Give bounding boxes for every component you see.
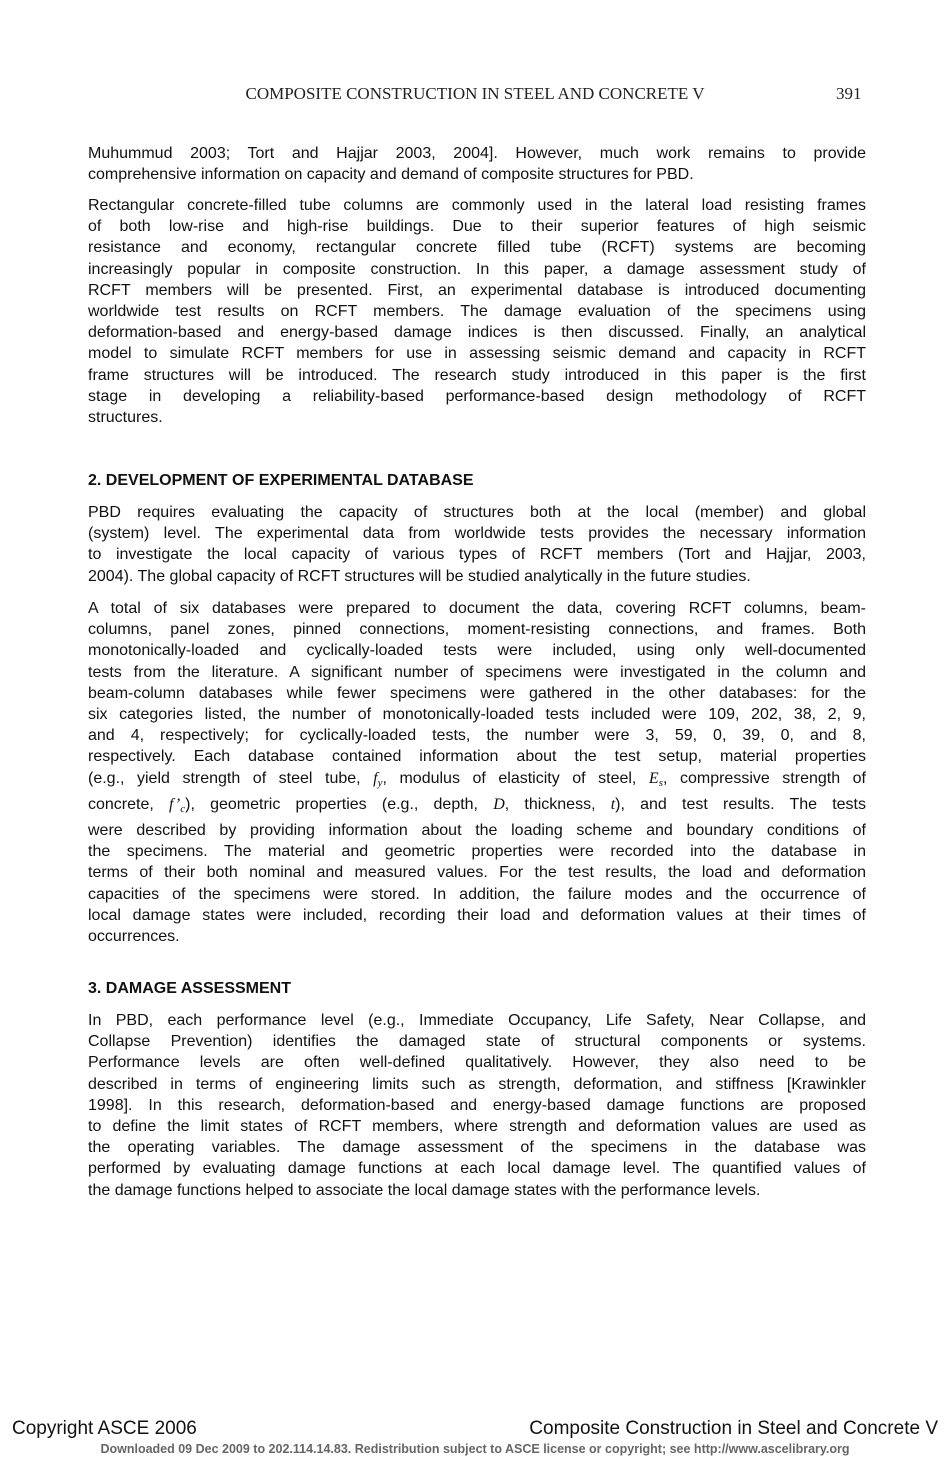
paragraph-rcft-overview <box>88 195 866 428</box>
text-line: the operating variables. The damage assessment of the specimens in the database was <box>88 1139 866 1157</box>
text-line: Collapse Prevention) identifies the damaged state of structural components or systems. <box>88 1033 866 1051</box>
text-line: local damage states were included, recording their load and deformation values at their times of <box>88 906 866 924</box>
text-line: 1998]. In this research, deformation-based and energy-based damage functions are proposed <box>88 1096 866 1114</box>
text-line: PBD requires evaluating the capacity of structures both at the local (member) and global <box>88 504 866 521</box>
running-header-title: COMPOSITE CONSTRUCTION IN STEEL AND CONCRETE V <box>245 84 705 103</box>
text-line: were described by providing information about the loading scheme and boundary conditions of <box>88 822 866 840</box>
text-line: In PBD, each performance level (e.g., Immediate Occupancy, Life Safety, Near Collapse, and <box>88 1012 866 1029</box>
text-segment: , thickness, <box>504 795 611 813</box>
footer-copyright: Copyright ASCE 2006 <box>12 1418 197 1439</box>
math-symbol: y <box>377 776 383 789</box>
text-line: worldwide test results on RCFT members. The damage evaluation of the specimens using <box>88 303 866 321</box>
text-line: Muhummud 2003; Tort and Hajjar 2003, 2004]. However, much work remains to provide <box>88 145 866 162</box>
text-line: respectively. Each database contained information about the test setup, material properties <box>88 748 866 766</box>
text-line: Performance levels are often well-defined qualitatively. However, they also need to be <box>88 1054 866 1072</box>
text-line: (system) level. The experimental data from worldwide tests provides the necessary information <box>88 525 866 543</box>
text-line: six categories listed, the number of monotonically-loaded tests included were 109, 202, 38, 2, 9, <box>88 706 866 724</box>
text-line: beam-column databases while fewer specimens were gathered in the other databases: for the <box>88 684 866 702</box>
text-segment: (e.g., yield strength of steel tube, <box>88 769 374 787</box>
section-heading-3: 3. DAMAGE ASSESSMENT <box>88 980 291 997</box>
text-line: to investigate the local capacity of various types of RCFT members (Tort and Hajjar, 2003, <box>88 546 866 564</box>
math-symbol: D <box>493 795 505 813</box>
text-line: Rectangular concrete-filled tube columns are commonly used in the lateral load resisting frames <box>88 197 866 214</box>
text-line: occurrences. <box>88 928 180 946</box>
text-line: frame structures will be introduced. The research study introduced in this paper is the first <box>88 366 866 384</box>
text-segment: , modulus of elasticity of steel, <box>382 769 649 787</box>
text-line: increasingly popular in composite construction. In this paper, a damage assessment study of <box>88 260 866 278</box>
text-line: performed by evaluating damage functions at each local damage level. The quantified values of <box>88 1160 866 1178</box>
text-segment: ), and test results. The tests <box>615 795 866 813</box>
math-symbol: s <box>658 776 663 789</box>
download-notice: Downloaded 09 Dec 2009 to 202.114.14.83. Redistribution subject to ASCE license or copyright; see http://www.ascelibrary.org <box>100 1442 850 1456</box>
text-line: resistance and economy, rectangular concrete filled tube (RCFT) systems are becoming <box>88 239 866 257</box>
text-line: to define the limit states of RCFT members, where strength and deformation values are used as <box>88 1118 866 1136</box>
text-line: deformation-based and energy-based damage indices is then discussed. Finally, an analytical <box>88 324 866 342</box>
paragraph-databases <box>88 598 866 947</box>
text-line: the specimens. The material and geometric properties were recorded into the database in <box>88 843 866 861</box>
math-symbol: t <box>610 795 616 813</box>
text-line: of both low-rise and high-rise buildings. Due to their superior features of high seismic <box>88 218 866 236</box>
paragraph-damage-assessment <box>88 1010 866 1201</box>
paragraph-intro-continued <box>88 143 866 185</box>
text-segment: ), geometric properties (e.g., depth, <box>185 795 494 813</box>
text-line: structures. <box>88 409 163 427</box>
text-line: described in terms of engineering limits such as strength, deformation, and stiffness [Krawinkler <box>88 1075 866 1093</box>
text-line <box>88 794 866 820</box>
text-line: columns, panel zones, pinned connections, moment-resisting connections, and frames. Both <box>88 621 866 639</box>
text-line: 2004). The global capacity of RCFT structures will be studied analytically in the future studies. <box>88 567 751 585</box>
text-line: capacities of the specimens were stored. In addition, the failure modes and the occurrence of <box>88 885 866 903</box>
page-number: 391 <box>836 84 862 103</box>
math-symbol: E <box>648 769 659 787</box>
paragraph-pbd-capacity <box>88 502 866 587</box>
math-symbol: c <box>180 802 186 815</box>
text-segment: , compressive strength of <box>662 769 867 787</box>
text-line: comprehensive information on capacity and demand of composite structures for PBD. <box>88 166 694 184</box>
math-symbol: f’ <box>169 795 181 813</box>
section-heading-2: 2. DEVELOPMENT OF EXPERIMENTAL DATABASE <box>88 472 474 489</box>
text-line: and 4, respectively; for cyclically-loaded tests, the number were 3, 59, 0, 39, 0, and 8, <box>88 727 866 745</box>
text-line: terms of their both nominal and measured values. For the test results, the load and deformation <box>88 864 866 882</box>
math-symbol: f <box>373 769 378 787</box>
text-line: monotonically-loaded and cyclically-loaded tests were included, using only well-documented <box>88 642 866 660</box>
text-segment: concrete, <box>88 795 169 813</box>
text-line <box>88 768 866 794</box>
footer-proceedings-title: Composite Construction in Steel and Concrete V <box>529 1418 938 1439</box>
text-line: A total of six databases were prepared to document the data, covering RCFT columns, beam- <box>88 600 866 617</box>
text-line: model to simulate RCFT members for use in assessing seismic demand and capacity in RCFT <box>88 345 866 363</box>
text-line: stage in developing a reliability-based performance-based design methodology of RCFT <box>88 387 866 405</box>
text-line: RCFT members will be presented. First, an experimental database is introduced documenting <box>88 281 866 299</box>
text-line: tests from the literature. A significant number of specimens were investigated in the column and <box>88 663 866 681</box>
text-line: the damage functions helped to associate the local damage states with the performance levels. <box>88 1181 761 1199</box>
